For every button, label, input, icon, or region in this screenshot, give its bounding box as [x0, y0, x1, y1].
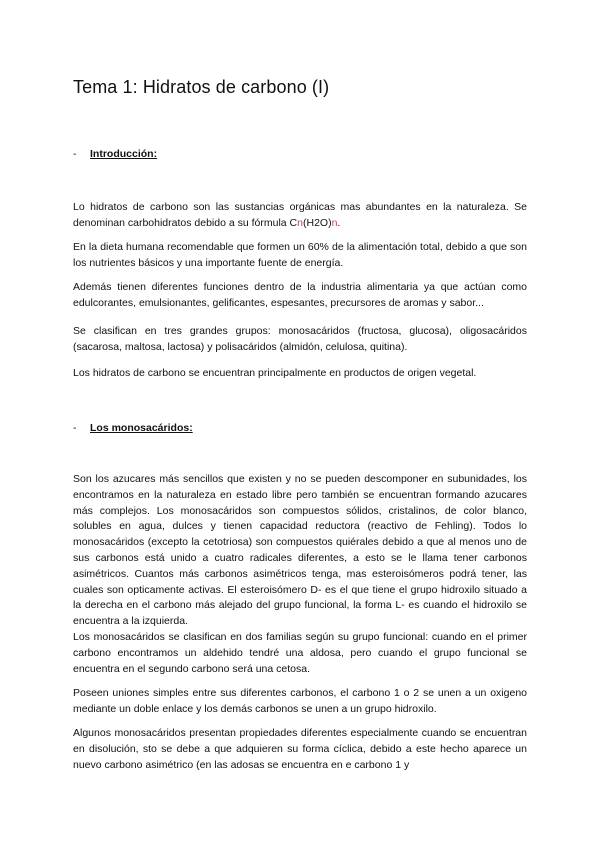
intro-p1-end: . [337, 216, 341, 229]
mono-paragraph-4: Algunos monosacáridos presentan propiedades diferentes especialmente cuando se encuentran en disolución, sto se debe a que adquieren su forma cíclica, debido a este hecho aparece un nuevo carbono asimétrico (en las adosas se encuentra en e carbono 1 y [73, 727, 527, 771]
mono-paragraph-1: Son los azucares más sencillos que existen y no se pueden descomponer en subunidades, los encontramos en la naturaleza en estado libre pero también se encuentran formando azucares más complejos. Los monosacáridos son compuestos sólidos, cristalinos, de color blanco, solubles en agua, dulces y tienen capacidad reductora (reactivo de Fehling). Todos lo monosacáridos (excepto la cetotriosa) son compuestos quiérales debido a que al menos uno de sus carbonos está unido a cuatro radicales diferentes, a esto se le llama tener carbonos asimétricos. Cuantos más carbonos asimétricos tenga, mas esteroisómeros podrá tener, las cuales son opticamente activas. El esteroisómero D- es el que tiene el grupo hidroxilo situado a la derecha en el carbono más alejado del grupo funcional, la forma L- es cuando el hidroxilo se encuentra a la izquierda. [73, 473, 527, 628]
section-heading-introduccion [73, 148, 157, 160]
section-dash: - [73, 422, 77, 434]
formula-text: (H2O) [302, 216, 332, 229]
mono-paragraph-2: Los monosacáridos se clasifican en dos familias según su grupo funcional: cuando en el primer carbono encontramos un aldehido tendré una aldosa, pero cuando el grupo funcional se encuentra en el segundo carbono será una cetosa. [73, 631, 527, 675]
intro-paragraph-4: Se clasifican en tres grandes grupos: monosacáridos (fructosa, glucosa), oligosacáridos (sacarosa, maltosa, lactosa) y polisacáridos (almidón, celulosa, quitina). [73, 325, 527, 353]
page-title: Tema 1: Hidratos de carbono (I) [73, 77, 330, 97]
formula-subscript: n [331, 216, 338, 229]
section-title: Los monosacáridos: [90, 422, 193, 434]
intro-paragraph-1 [73, 200, 527, 232]
intro-paragraph-5: Los hidratos de carbono se encuentran principalmente en productos de origen vegetal. [73, 367, 477, 379]
section-dash: - [73, 148, 77, 160]
formula-subscript: n [297, 216, 303, 229]
intro-paragraph-2: En la dieta humana recomendable que formen un 60% de la alimentación total, debido a que son los nutrientes básicos y una importante fuente de energía. [73, 241, 527, 269]
intro-paragraph-3: Además tienen diferentes funciones dentro de la industria alimentaria ya que actúan como edulcorantes, emulsionantes, gelificantes, espesantes, precursores de aromas y sabor... [73, 281, 527, 309]
mono-paragraph-3: Poseen uniones simples entre sus diferentes carbonos, el carbono 1 o 2 se unen a un oxigeno mediante un doble enlace y los demás carbonos se unen a un grupo hidroxilo. [73, 687, 527, 715]
intro-p1-text: Lo hidratos de carbono son las sustancias orgánicas mas abundantes en la naturaleza. Se denominan carbohidratos debido a su fórmula C [73, 201, 527, 229]
section-title: Introducción: [90, 148, 158, 160]
section-heading-monosacaridos [73, 422, 193, 434]
